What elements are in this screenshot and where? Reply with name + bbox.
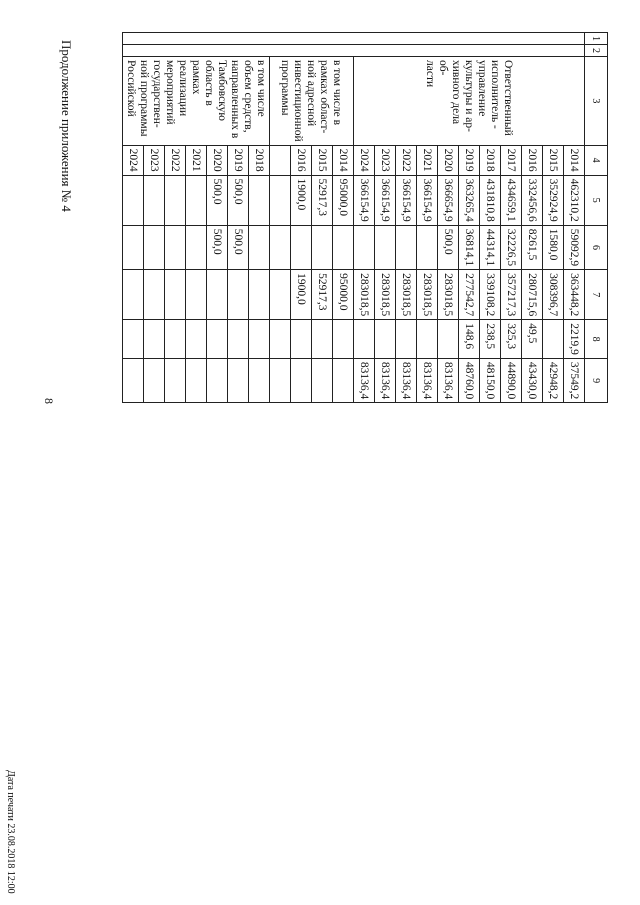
year-cell: 2023 <box>144 145 165 175</box>
description-line: ной адресной <box>305 60 318 127</box>
value-cell-6: 59092,9 <box>564 225 585 269</box>
description-line: государствен- <box>151 60 163 128</box>
value-cell-7: 277542,7 <box>459 270 480 320</box>
value-cell-6: 500,0 <box>438 225 459 269</box>
column-header-9: 9 <box>585 358 608 402</box>
value-cell-7: 283018,5 <box>354 270 375 320</box>
year-cell: 2014 <box>564 145 585 175</box>
value-cell-5: 366154,9 <box>354 175 375 225</box>
value-cell-5: 434659,1 <box>501 175 522 225</box>
description-line: рамках <box>190 60 202 95</box>
value-cell-5: 462310,2 <box>564 175 585 225</box>
year-cell: 2017 <box>501 145 522 175</box>
value-cell-6: 44314,1 <box>480 225 501 269</box>
value-cell-5: 500,0 <box>207 175 228 225</box>
value-cell-7: 283018,5 <box>417 270 438 320</box>
value-cell-6 <box>354 225 375 269</box>
value-cell-8: 238,5 <box>480 320 501 359</box>
value-cell-6 <box>186 225 207 269</box>
value-cell-7: 280715,6 <box>522 270 543 320</box>
description-line: культуры и ар- <box>463 60 475 132</box>
table-row <box>564 33 585 403</box>
description-line: программы <box>279 60 292 116</box>
value-cell-5: 366154,9 <box>396 175 417 225</box>
value-cell-7 <box>228 270 249 320</box>
description-line: Российской <box>125 60 137 117</box>
value-cell-9 <box>228 358 249 402</box>
value-cell-8 <box>543 320 564 359</box>
value-cell-9: 42948,2 <box>543 358 564 402</box>
table-row <box>249 33 270 403</box>
header-row <box>585 33 608 403</box>
value-cell-9 <box>249 358 270 402</box>
year-cell: 2015 <box>312 145 333 175</box>
value-cell-5: 52917,3 <box>312 175 333 225</box>
description-line: мероприятий <box>164 60 176 125</box>
value-cell-5 <box>123 175 144 225</box>
year-cell: 2018 <box>249 145 270 175</box>
col-2-cell <box>123 45 585 57</box>
value-cell-8 <box>165 320 186 359</box>
value-cell-5: 332456,6 <box>522 175 543 225</box>
column-header-6: 6 <box>585 225 608 269</box>
value-cell-9 <box>165 358 186 402</box>
value-cell-9: 83136,4 <box>438 358 459 402</box>
value-cell-5: 500,0 <box>228 175 249 225</box>
value-cell-6: 8261,5 <box>522 225 543 269</box>
description-line: рамках област- <box>318 60 331 134</box>
value-cell-8 <box>144 320 165 359</box>
value-cell-8: 2219,9 <box>564 320 585 359</box>
value-cell-9 <box>123 358 144 402</box>
page-number: 8 <box>42 398 56 404</box>
group-description <box>270 57 354 146</box>
column-header-5: 5 <box>585 175 608 225</box>
description-line: Ответственный <box>502 60 514 136</box>
value-cell-6 <box>165 225 186 269</box>
year-cell: 2022 <box>165 145 186 175</box>
value-cell-8: 148,6 <box>459 320 480 359</box>
value-cell-8 <box>375 320 396 359</box>
year-cell: 2020 <box>438 145 459 175</box>
value-cell-6 <box>270 225 291 269</box>
value-cell-9: 83136,4 <box>417 358 438 402</box>
value-cell-6 <box>291 225 312 269</box>
year-cell: 2016 <box>522 145 543 175</box>
value-cell-6 <box>144 225 165 269</box>
value-cell-5: 1900,0 <box>291 175 312 225</box>
value-cell-6: 500,0 <box>207 225 228 269</box>
value-cell-9: 83136,4 <box>396 358 417 402</box>
description-line: Тамбовскую <box>216 60 228 121</box>
column-header-2: 2 <box>585 45 608 57</box>
column-header-8: 8 <box>585 320 608 359</box>
value-cell-5 <box>249 175 270 225</box>
value-cell-7 <box>207 270 228 320</box>
print-date: Дата печати 23.08.2018 12:00 <box>5 770 16 894</box>
value-cell-9 <box>144 358 165 402</box>
value-cell-8 <box>438 320 459 359</box>
value-cell-5 <box>270 175 291 225</box>
value-cell-6 <box>396 225 417 269</box>
budget-table <box>122 32 608 403</box>
value-cell-6: 1580,0 <box>543 225 564 269</box>
description-line: хивного дела об- <box>437 60 462 125</box>
year-cell: 2021 <box>186 145 207 175</box>
column-header-1: 1 <box>585 33 608 45</box>
value-cell-9: 48760,0 <box>459 358 480 402</box>
value-cell-9: 48150,0 <box>480 358 501 402</box>
description-line: ной программы <box>138 60 150 137</box>
value-cell-9 <box>312 358 333 402</box>
value-cell-6 <box>312 225 333 269</box>
year-cell: 2022 <box>396 145 417 175</box>
value-cell-7: 363448,2 <box>564 270 585 320</box>
value-cell-5: 366154,9 <box>375 175 396 225</box>
value-cell-5 <box>186 175 207 225</box>
value-cell-7 <box>249 270 270 320</box>
year-cell: 2024 <box>123 145 144 175</box>
description-line: инвестиционной <box>292 60 305 142</box>
column-header-4: 4 <box>585 145 608 175</box>
column-header-3: 3 <box>585 57 608 146</box>
value-cell-7: 283018,5 <box>375 270 396 320</box>
value-cell-7: 357217,3 <box>501 270 522 320</box>
value-cell-7: 283018,5 <box>438 270 459 320</box>
value-cell-7 <box>123 270 144 320</box>
year-cell: 2020 <box>207 145 228 175</box>
value-cell-8 <box>270 320 291 359</box>
year-cell: 2019 <box>459 145 480 175</box>
description-line: в том числе <box>255 60 267 117</box>
value-cell-9 <box>186 358 207 402</box>
value-cell-9 <box>270 358 291 402</box>
year-cell: 2023 <box>375 145 396 175</box>
value-cell-6: 32226,5 <box>501 225 522 269</box>
value-cell-8: 325,3 <box>501 320 522 359</box>
description-line: реализации <box>177 60 189 117</box>
value-cell-9: 37549,2 <box>564 358 585 402</box>
value-cell-7 <box>270 270 291 320</box>
value-cell-8 <box>312 320 333 359</box>
value-cell-7 <box>186 270 207 320</box>
value-cell-7 <box>165 270 186 320</box>
value-cell-6 <box>417 225 438 269</box>
value-cell-7: 308396,7 <box>543 270 564 320</box>
value-cell-7: 95000,0 <box>333 270 354 320</box>
value-cell-8 <box>417 320 438 359</box>
year-cell: 2021 <box>417 145 438 175</box>
value-cell-8 <box>207 320 228 359</box>
value-cell-8 <box>228 320 249 359</box>
value-cell-8 <box>354 320 375 359</box>
value-cell-7: 339108,2 <box>480 270 501 320</box>
description-line: область в <box>203 60 215 106</box>
year-cell: 2015 <box>543 145 564 175</box>
value-cell-6 <box>123 225 144 269</box>
value-cell-6: 36814,1 <box>459 225 480 269</box>
value-cell-6 <box>249 225 270 269</box>
value-cell-9 <box>333 358 354 402</box>
value-cell-7: 283018,5 <box>396 270 417 320</box>
group-description <box>123 57 270 146</box>
value-cell-6: 500,0 <box>228 225 249 269</box>
value-cell-5 <box>144 175 165 225</box>
value-cell-9 <box>207 358 228 402</box>
value-cell-6 <box>333 225 354 269</box>
value-cell-8: 49,5 <box>522 320 543 359</box>
value-cell-5 <box>165 175 186 225</box>
value-cell-7 <box>144 270 165 320</box>
value-cell-8 <box>291 320 312 359</box>
description-line: исполнитель - <box>489 60 501 129</box>
value-cell-5: 95000,0 <box>333 175 354 225</box>
value-cell-9 <box>291 358 312 402</box>
column-header-7: 7 <box>585 270 608 320</box>
year-cell: 2019 <box>228 145 249 175</box>
value-cell-5: 363265,4 <box>459 175 480 225</box>
value-cell-8 <box>186 320 207 359</box>
value-cell-8 <box>249 320 270 359</box>
value-cell-9: 44890,0 <box>501 358 522 402</box>
value-cell-9: 43430,0 <box>522 358 543 402</box>
description-line: в том числе в <box>331 60 344 126</box>
value-cell-9: 83136,4 <box>375 358 396 402</box>
year-cell <box>270 145 291 175</box>
value-cell-9: 83136,4 <box>354 358 375 402</box>
table-row <box>333 33 354 403</box>
value-cell-6 <box>375 225 396 269</box>
value-cell-8 <box>123 320 144 359</box>
value-cell-5: 431810,8 <box>480 175 501 225</box>
value-cell-8 <box>396 320 417 359</box>
value-cell-7: 1900,0 <box>291 270 312 320</box>
group-description <box>354 57 585 146</box>
description-line: ласти <box>424 60 436 88</box>
value-cell-5: 366654,9 <box>438 175 459 225</box>
col-1-cell <box>123 33 585 45</box>
year-cell: 2024 <box>354 145 375 175</box>
budget-table-wrapper <box>122 32 608 403</box>
continuation-heading: Продолжение приложения № 4 <box>59 40 74 212</box>
year-cell: 2014 <box>333 145 354 175</box>
value-cell-8 <box>333 320 354 359</box>
value-cell-5: 366154,9 <box>417 175 438 225</box>
description-line: объем средств, <box>242 60 254 133</box>
description-line: направленных в <box>229 60 241 139</box>
year-cell: 2018 <box>480 145 501 175</box>
year-cell: 2016 <box>291 145 312 175</box>
value-cell-5: 352924,9 <box>543 175 564 225</box>
value-cell-7: 52917,3 <box>312 270 333 320</box>
description-line: управление <box>476 60 488 117</box>
